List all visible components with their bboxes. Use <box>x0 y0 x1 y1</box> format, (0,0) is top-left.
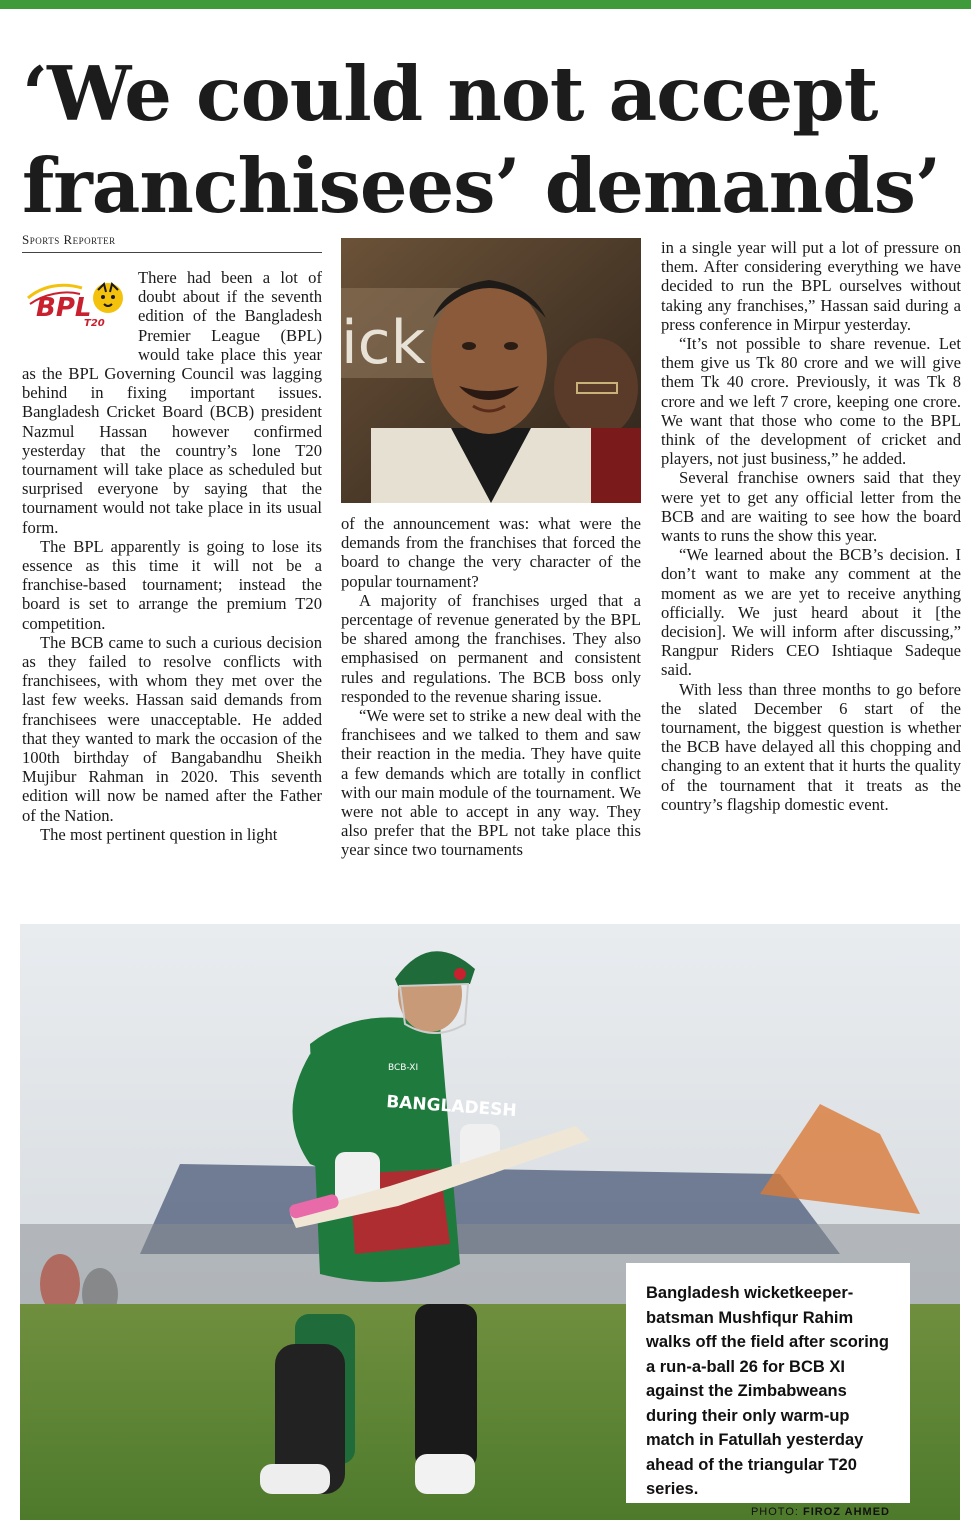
paragraph: “We were set to strike a new deal with the franchisees and we talked to them and saw their reaction in the media. They have quite a few demands which are totally in conflict with our main module of the tournament. We were not able to accept in any way. They also prefer that the BPL not take place this year since two tournaments <box>341 706 641 860</box>
bpl-logo-subtext: T20 <box>84 318 105 329</box>
photo-credit-label: PHOTO: <box>750 1506 799 1518</box>
photo-caption: Bangladesh wicketkeeper-batsman Mushfiqur Rahim walks off the field after scoring a run-a-ball 26 for BCB XI against the Zimbabweans during their only warm-up match in Fatullah yesterday ahead of the triangular T20 series. <box>646 1284 889 1498</box>
paragraph: in a single year will put a lot of pressure on them. After considering everything we have decided to run the BPL ourselves without taking any franchises,” Hassan said during a press conference in Mirpur yesterday. <box>661 238 961 334</box>
article-column-3 <box>661 238 961 814</box>
paragraph: of the announcement was: what were the demands from the franchises that forced the board to change the very character of the popular tournament? <box>341 514 641 591</box>
paragraph: The most pertinent question in light <box>40 824 278 844</box>
jersey-text: BANGLADESH <box>385 1092 518 1122</box>
jersey-tag: BCB-XI <box>388 1063 419 1073</box>
headline: ‘We could not accept franchisees’ demands’ <box>22 50 941 230</box>
paragraph: The BCB came to such a curious decision as they failed to resolve conflicts with franchisees, with whom they met over the last few weeks. Hassan said demands from franchisees were unacceptable. He added that they wanted to mark the occasion of the 100th birthday of Bangabandhu Sheikh Mujibur Rahman in 2020. This seventh edition will now be named after the Father of the Nation. <box>22 632 322 825</box>
logo-space <box>22 268 138 352</box>
paragraph: Several franchise owners said that they were yet to get any official letter from the BCB and are waiting to see how the board wants to runs the show this year. <box>661 468 961 546</box>
byline: Sports Reporter <box>22 232 322 253</box>
article-column-1 <box>22 268 322 844</box>
top-color-rule <box>0 0 971 9</box>
bcb-president-photo <box>341 238 641 503</box>
paragraph: There had been a lot of doubt about if the seventh edition of the Bangladesh Premier League (BPL) would take place this year as the BPL Governing Council was lagging behind in fixing important issues. Bangladesh Cricket Board (BCB) president Nazmul Hassan however confirmed yesterday that the country’s lone T20 tournament will take place as scheduled but surprised everyone by saying that the tournament would not take place in its usual form. <box>22 268 322 537</box>
photo-credit <box>700 1506 890 1518</box>
background-sign-text: ick <box>341 308 426 378</box>
paragraph: With less than three months to go before the slated December 6 start of the tournament, the biggest question is whether the BCB have delayed all this chopping and changing to an extent that it hurts the quality of the tournament that it treats as the country’s flagship domestic event. <box>661 679 961 814</box>
paragraph: “We learned about the BCB’s decision. I don’t want to make any comment at the moment as we are yet to receive anything officially. We just heard about it [the decision]. We will inform after discussing,” Rangpur Riders CEO Ishtiaque Sadeque said. <box>661 545 961 680</box>
article-column-2 <box>341 514 641 860</box>
paragraph: “It’s not possible to share revenue. Let them give us Tk 80 crore and we will give them Tk 40 crore. Previously, it was Tk 8 crore and we left 7 crore, keeping one crore. We want that those who come to the BPL think of the development of cricket and players, not just business,” he added. <box>661 334 961 469</box>
paragraph: The BPL apparently is going to lose its essence as this time it will not be a franchise-based tournament; instead the board is set to arrange the premium T20 competition. <box>22 536 322 633</box>
photo-credit-name: FIROZ AHMED <box>803 1506 890 1518</box>
paragraph: A majority of franchises urged that a percentage of revenue generated by the BPL be shared among the franchises. They also emphasised on permanent and consistent rules and regulations. The BCB boss only responded to the revenue sharing issue. <box>341 590 641 706</box>
bpl-logo-text: BPL <box>36 293 92 323</box>
